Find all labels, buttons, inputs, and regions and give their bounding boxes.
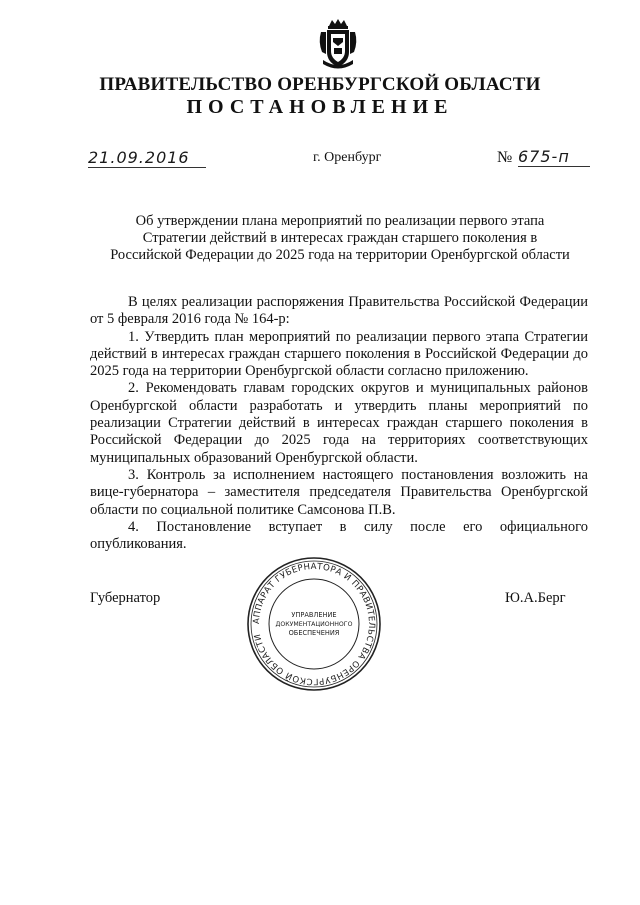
clause-4: 4. Постановление вступает в силу после его официального опубликования. — [90, 518, 588, 553]
date-value: 21.09.2016 — [88, 148, 190, 167]
subject-line: Стратегии действий в интересах граждан старшего поколения в — [142, 230, 538, 246]
seal-center-line: ОБЕСПЕЧЕНИЯ — [288, 629, 340, 637]
document-body — [90, 294, 588, 553]
signatory-role: Губернатор — [90, 590, 161, 606]
seal-center-line: ДОКУМЕНТАЦИОННОГО — [275, 621, 353, 628]
official-seal-stamp — [245, 555, 383, 693]
document-number — [518, 147, 590, 169]
document-city: г. Оренбург — [313, 150, 382, 165]
clause-3: 3. Контроль за исполнением настоящего постановления возложить на вице-губернатора – заместителя председателя Правительства Оренбургской области по социальной политике Самсонова П.В. — [90, 466, 588, 518]
number-label: № — [497, 149, 513, 166]
preamble-paragraph: В целях реализации распоряжения Правительства Российской Федерации от 5 февраля 2016 года № 164-р: — [90, 294, 588, 328]
seal-ring-text: АППАРАТ ГУБЕРНАТОРА И ПРАВИТЕЛЬСТВА ОРЕНБУРГСКОЙ ОБЛАСТИ — [251, 561, 377, 687]
document-type: ПОСТАНОВЛЕНИЕ — [186, 96, 454, 118]
seal-center-line: УПРАВЛЕНИЕ — [291, 611, 337, 619]
signatory-name: Ю.А.Берг — [505, 590, 566, 606]
document-subject — [90, 213, 590, 264]
subject-line: Российской Федерации до 2025 года на территории Оренбургской области — [110, 247, 570, 263]
document-date — [88, 148, 206, 170]
number-value: 675-п — [518, 147, 570, 166]
clause-1: 1. Утвердить план мероприятий по реализации первого этапа Стратегии действий в интересах граждан старшего поколения в Российской Федерации до 2025 года на территории Оренбургской области согласно приложению. — [90, 328, 588, 380]
date-underline — [88, 167, 206, 168]
subject-line: Об утверждении плана мероприятий по реализации первого этапа — [135, 213, 545, 229]
clause-2: 2. Рекомендовать главам городских округов и муниципальных районов Оренбургской области разработать и утвердить планы мероприятий по реализации Стратегии действий в интересах граждан старшего поколения в Российской Федерации до 2025 года на территориях соответствующих муниципальных образований Оренбургской области. — [90, 380, 588, 466]
organization-title: ПРАВИТЕЛЬСТВО ОРЕНБУРГСКОЙ ОБЛАСТИ — [99, 74, 541, 95]
coat-of-arms-icon — [317, 18, 359, 70]
number-underline — [518, 166, 590, 167]
